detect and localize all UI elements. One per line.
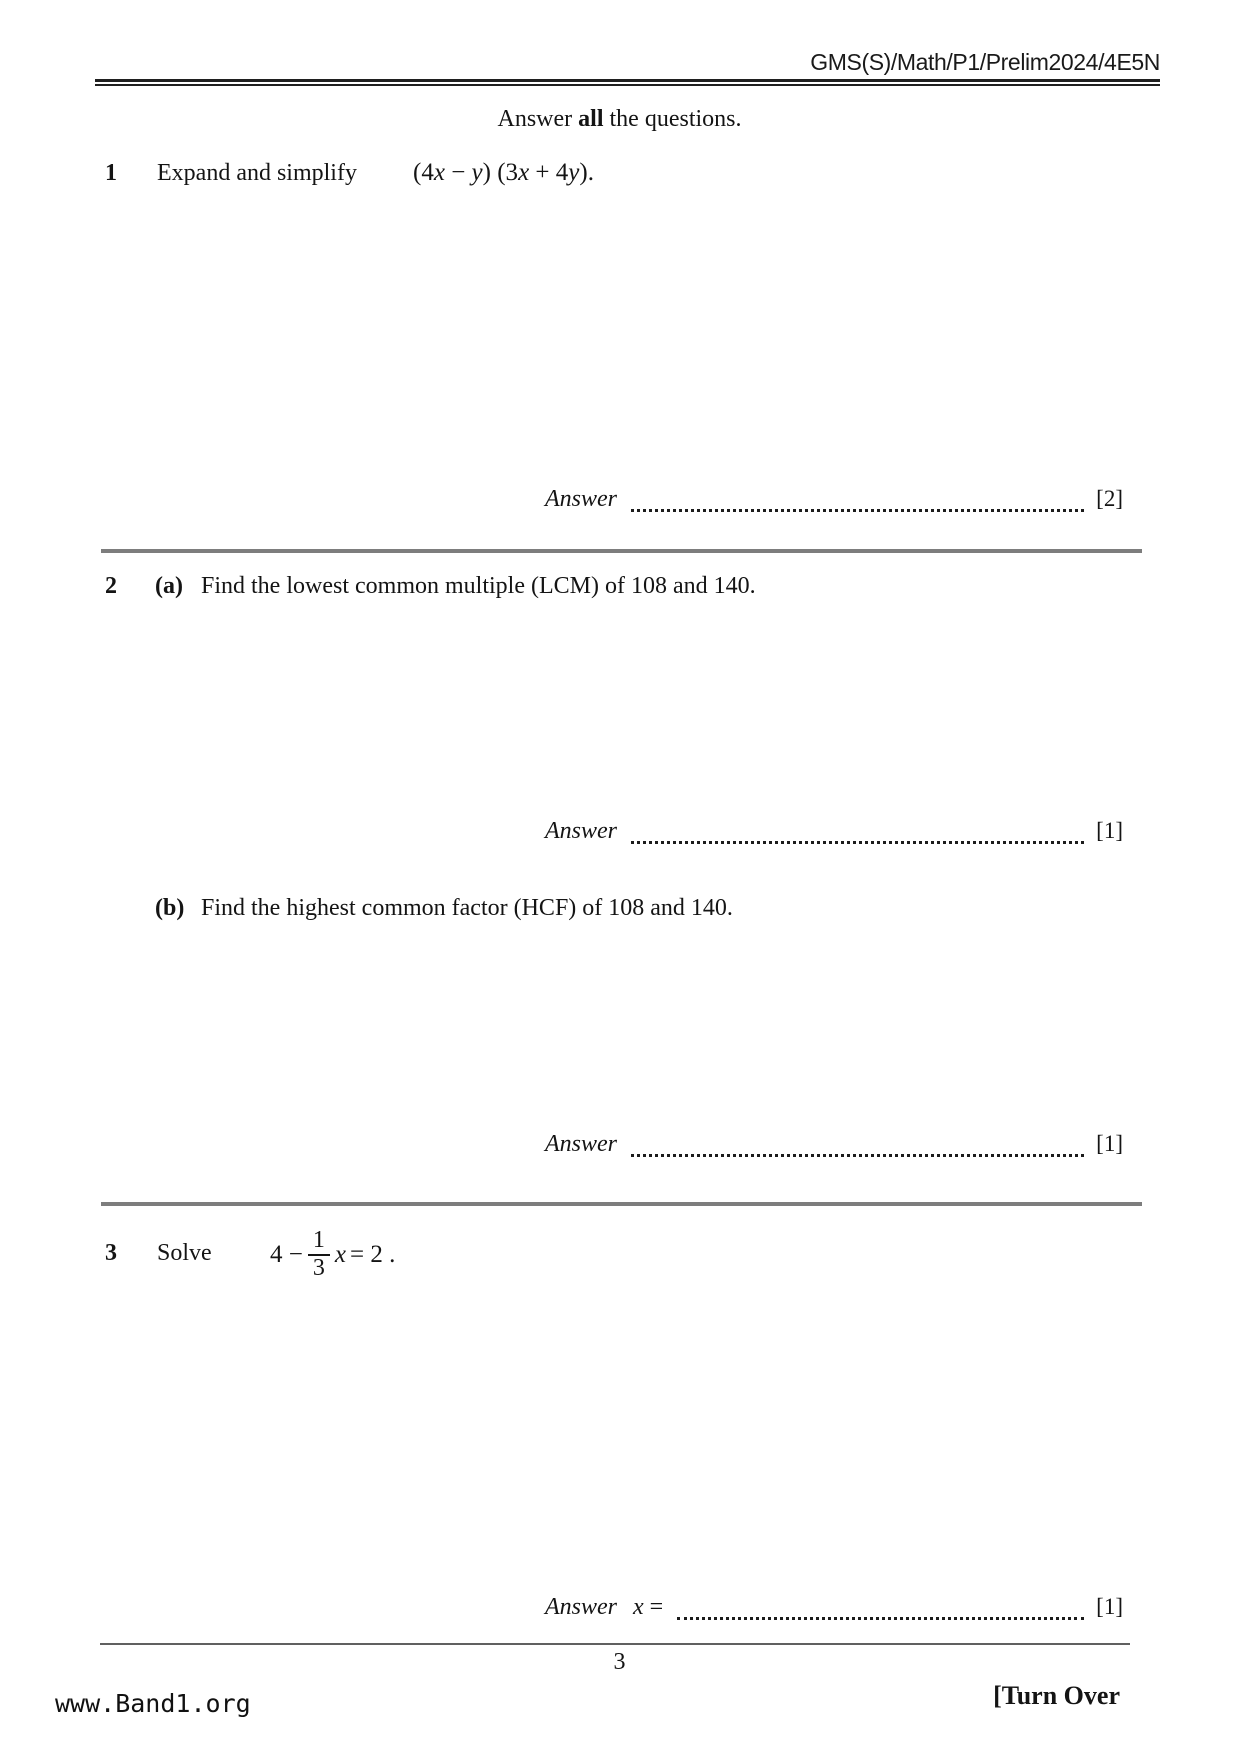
answer-label: Answer bbox=[545, 486, 617, 512]
answer-equals-sign: = bbox=[649, 1594, 664, 1620]
q2-number: 2 bbox=[105, 573, 117, 599]
q2b-label: (b) bbox=[155, 895, 185, 921]
q1-formula bbox=[413, 159, 594, 187]
formula-variable: x bbox=[518, 159, 530, 186]
q1-number: 1 bbox=[105, 160, 117, 186]
marks-badge: [2] bbox=[1096, 486, 1123, 511]
dotted-answer-leader bbox=[631, 1153, 1084, 1157]
dotted-answer-leader bbox=[677, 1616, 1084, 1620]
header-double-rule bbox=[95, 79, 1160, 86]
answer-line-q2b bbox=[545, 1131, 1123, 1163]
dotted-answer-leader bbox=[631, 508, 1084, 512]
page-number: 3 bbox=[613, 1649, 626, 1675]
fraction-denominator: 3 bbox=[312, 1255, 325, 1281]
instruction-prefix: Answer bbox=[497, 106, 579, 132]
formula-variable: y bbox=[568, 159, 580, 186]
answer-label: Answer bbox=[545, 1131, 617, 1157]
formula-part: ). bbox=[579, 159, 594, 186]
formula-part: + 4 bbox=[529, 159, 569, 186]
turn-over-label: [Turn Over bbox=[993, 1681, 1120, 1710]
formula-part: ) (3 bbox=[482, 159, 519, 186]
answer-line-q3 bbox=[545, 1594, 1123, 1626]
answer-label: Answer bbox=[545, 818, 617, 844]
footer-rule bbox=[100, 1643, 1130, 1645]
section-divider bbox=[101, 549, 1142, 553]
equation-variable: x bbox=[334, 1241, 346, 1268]
marks-badge: [1] bbox=[1096, 1131, 1123, 1156]
q2a-text: Find the lowest common multiple (LCM) of 108 and 140. bbox=[201, 573, 756, 599]
formula-variable: x bbox=[433, 159, 445, 186]
fraction bbox=[308, 1228, 330, 1282]
formula-variable: y bbox=[471, 159, 483, 186]
q3-prompt: Solve bbox=[157, 1240, 212, 1266]
equation-part: = 2 . bbox=[349, 1241, 396, 1268]
instruction-line bbox=[0, 106, 1239, 133]
marks-badge: [1] bbox=[1096, 818, 1123, 843]
instruction-bold-word: all bbox=[578, 106, 604, 132]
section-divider bbox=[101, 1202, 1142, 1206]
answer-line-q1 bbox=[545, 486, 1123, 518]
q3-equation bbox=[268, 1222, 397, 1288]
q1-prompt: Expand and simplify bbox=[157, 160, 357, 186]
q3-number: 3 bbox=[105, 1240, 117, 1266]
instruction-suffix: the questions. bbox=[603, 106, 742, 132]
formula-part: (4 bbox=[413, 159, 434, 186]
exam-code: GMS(S)/Math/P1/Prelim2024/4E5N bbox=[810, 49, 1160, 75]
dotted-answer-leader bbox=[631, 840, 1084, 844]
footer-site-url: www.Band1.org bbox=[55, 1689, 251, 1718]
answer-variable: x bbox=[633, 1594, 644, 1620]
q2b-text: Find the highest common factor (HCF) of 108 and 140. bbox=[201, 895, 733, 921]
equation-part: 4 − bbox=[270, 1241, 303, 1268]
marks-badge: [1] bbox=[1096, 1594, 1123, 1619]
answer-line-q2a bbox=[545, 818, 1123, 850]
q2a-label: (a) bbox=[155, 573, 183, 599]
fraction-numerator: 1 bbox=[308, 1228, 330, 1256]
answer-label: Answer bbox=[545, 1594, 617, 1620]
formula-part: − bbox=[444, 159, 472, 186]
